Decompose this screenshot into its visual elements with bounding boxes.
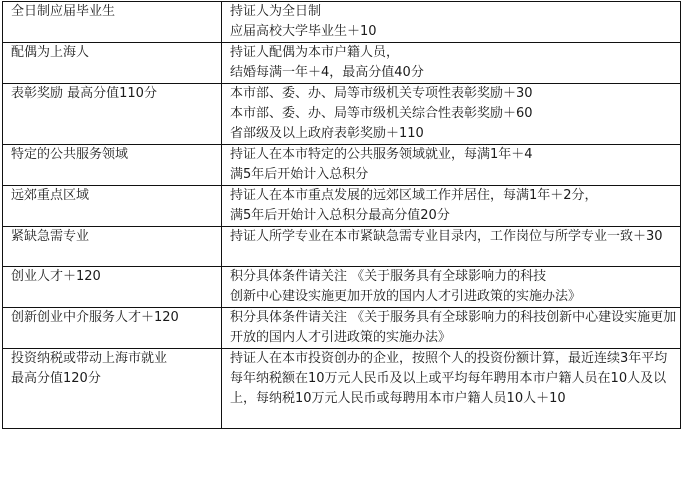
table-row [3, 2, 681, 43]
table-row [3, 186, 681, 227]
detail-cell: 持证人为全日制 应届高校大学毕业生＋10 [222, 2, 681, 43]
detail-cell: 持证人在本市投资创办的企业，按照个人的投资份额计算，最近连续3年平均每年纳税额在10万元人民币及以上或平均每年聘用本市户籍人员在10人及以上，每纳税10万元人民币或每聘用本市户籍人员10人＋10 [222, 349, 681, 429]
table-row [3, 349, 681, 429]
detail-cell: 持证人在本市重点发展的远郊区域工作并居住，每满1年＋2分， 满5年后开始计入总积分最高分值20分 [222, 186, 681, 227]
detail-cell: 积分具体条件请关注 《关于服务具有全球影响力的科技创新中心建设实施更加开放的国内人才引进政策的实施办法》 [222, 308, 681, 349]
item-cell: 远郊重点区域 [3, 186, 222, 227]
detail-cell: 持证人配偶为本市户籍人员， 结婚每满一年＋4，最高分值40分 [222, 43, 681, 84]
item-cell: 全日制应届毕业生 [3, 2, 222, 43]
item-cell: 投资纳税或带动上海市就业 最高分值120分 [3, 349, 222, 429]
item-cell: 创新创业中介服务人才＋120 [3, 308, 222, 349]
table-row [3, 43, 681, 84]
detail-cell: 持证人所学专业在本市紧缺急需专业目录内，工作岗位与所学专业一致＋30 [222, 227, 681, 267]
table-row [3, 227, 681, 267]
points-table [2, 1, 681, 429]
table-row [3, 84, 681, 145]
detail-cell: 本市部、委、办、局等市级机关专项性表彰奖励＋30 本市部、委、办、局等市级机关综合性表彰奖励＋60 省部级及以上政府表彰奖励＋110 [222, 84, 681, 145]
table-row [3, 145, 681, 186]
item-cell: 配偶为上海人 [3, 43, 222, 84]
table-row [3, 267, 681, 308]
table-row [3, 308, 681, 349]
item-cell: 紧缺急需专业 [3, 227, 222, 267]
item-cell: 创业人才＋120 [3, 267, 222, 308]
detail-cell: 积分具体条件请关注 《关于服务具有全球影响力的科技 创新中心建设实施更加开放的国内人才引进政策的实施办法》 [222, 267, 681, 308]
item-cell: 特定的公共服务领域 [3, 145, 222, 186]
detail-cell: 持证人在本市特定的公共服务领域就业，每满1年＋4 满5年后开始计入总积分 [222, 145, 681, 186]
item-cell: 表彰奖励 最高分值110分 [3, 84, 222, 145]
